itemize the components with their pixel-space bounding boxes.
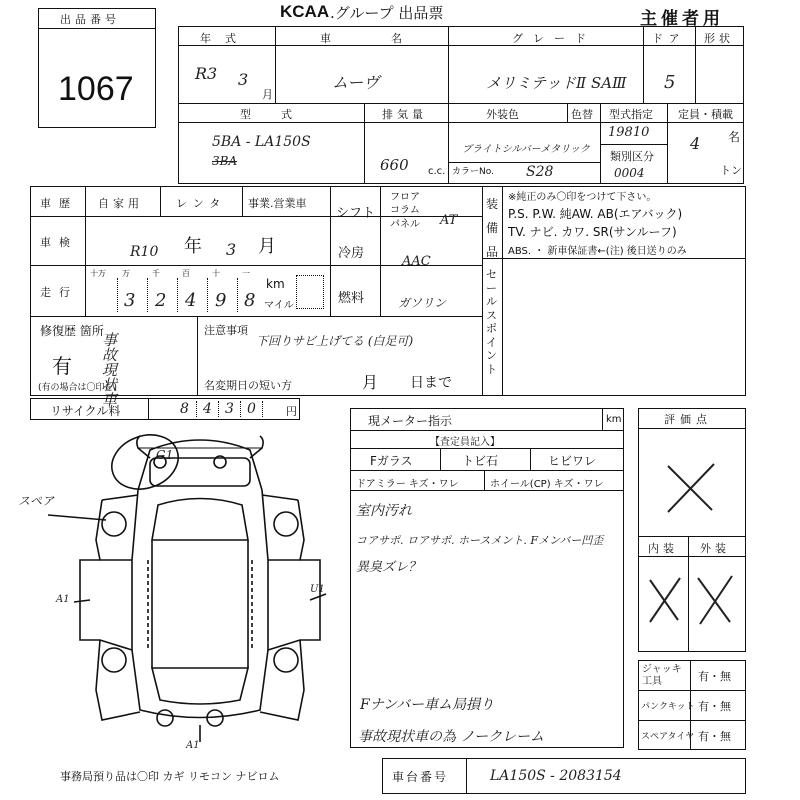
km-unit[interactable]: km [266, 277, 285, 291]
grade-value: メリミテッドⅡ SAⅢ [486, 74, 627, 92]
class-value: 0004 [614, 166, 645, 180]
equipment-line-3[interactable]: ABS. ・ 新車保証書←(注) 後日送りのみ [508, 246, 687, 257]
sales-point-label: セールスポイント [486, 268, 497, 376]
digit-unit: 十万 [90, 269, 106, 278]
digit-unit: 千 [152, 269, 160, 278]
fuel-value: ガソリン [398, 296, 447, 310]
repair-handwriting: 事故現状車 [100, 332, 118, 407]
mileage-label: 走行 [40, 286, 78, 299]
office-note: 事務局預り品は〇印 カギ リモコン ナビロム [60, 770, 280, 783]
brand-logo: KCAA [280, 2, 330, 21]
wheel-label[interactable]: ホイール(CP) キズ・ワレ [490, 479, 604, 490]
shift-label: シフト [336, 206, 376, 221]
car-name-value: ムーヴ [332, 73, 380, 92]
year-value: R3 [195, 64, 218, 83]
digit-unit: 十 [212, 269, 220, 278]
recycle-unit: 円 [286, 405, 297, 418]
equipment-line-2[interactable]: TV. ナビ. カワ. SR(サンルーフ) [508, 225, 677, 239]
recycle-label: リサイクル料 [50, 404, 121, 418]
spare-label: スペア [18, 494, 55, 508]
digit-unit: 万 [122, 269, 130, 278]
capacity-value: 4 [690, 134, 701, 153]
capacity-unit: 名 [728, 130, 741, 144]
month-value: 3 [238, 70, 249, 89]
shift-value: AT [440, 213, 458, 228]
equipment-label: 装備品 [486, 197, 499, 259]
class-label: 類別区分 [610, 150, 654, 163]
jack-option[interactable]: 有・無 [698, 670, 731, 683]
equipment-note: ※純正のみ〇印をつけて下さい。 [508, 192, 657, 203]
color-no-value: S28 [526, 164, 554, 180]
exterior-label: 外装 [700, 542, 730, 555]
inspection-label: 車検 [40, 236, 78, 249]
chip-label[interactable]: トビ石 [462, 454, 499, 468]
puncture-label: パンクキット [641, 702, 695, 712]
recycle-digit: 8 [180, 401, 189, 417]
mark-a1-bottom: A1 [186, 740, 200, 751]
color-no-label: カラーNo. [452, 167, 494, 177]
digit-unit: 一 [242, 269, 250, 278]
spare-tire-option[interactable]: 有・無 [698, 730, 731, 743]
history-business[interactable]: 事業.営業車 [248, 197, 307, 210]
mileage-digit: 4 [185, 290, 197, 311]
year-label: 年式 [200, 32, 250, 45]
deadline-day: 日まで [410, 375, 452, 391]
type-spec-label: 型式指定 [609, 108, 653, 121]
inspector-note-5: 事故現状車の為 ノークレーム [358, 729, 545, 745]
mark-g1: G1 [156, 448, 174, 462]
glass-label[interactable]: Fガラス [370, 454, 413, 468]
mileage-digit: 2 [155, 290, 167, 311]
mileage-extra-box [296, 275, 324, 309]
rating-box [638, 408, 746, 652]
repair-label: 修復歴 箇所 [40, 324, 104, 338]
shift-panel[interactable]: パネル [390, 219, 420, 230]
shift-column[interactable]: コラム [390, 205, 420, 216]
notes-label: 注意事項 [204, 324, 248, 337]
deadline-month: 月 [362, 373, 379, 392]
meter-unit: km [606, 414, 622, 425]
grade-label: グレード [512, 32, 596, 45]
mileage-digit: 3 [124, 290, 136, 311]
load-unit: トン [720, 164, 742, 177]
displacement-value: 660 [380, 156, 409, 174]
capacity-label: 定員・積載 [678, 108, 733, 121]
crack-label[interactable]: ヒビワレ [548, 454, 597, 468]
month-unit: 月 [262, 88, 273, 101]
doors-value: 5 [664, 72, 676, 93]
inspector-note-3: 異臭ズレ？ [356, 560, 422, 575]
color-label: 外装色 [486, 108, 519, 121]
history-rental[interactable]: レンタ [176, 197, 227, 210]
model-value: 5BA - LA150S [212, 134, 311, 150]
ac-label: 冷房 [338, 246, 365, 261]
basic-info-table [178, 26, 744, 184]
mark-u1: U1 [310, 584, 325, 595]
recycle-digit: 3 [225, 401, 234, 417]
inspection-year-unit: 年 [184, 236, 202, 257]
mark-a1-left: A1 [56, 594, 70, 605]
rating-label: 評価点 [664, 413, 712, 426]
deadline-label: 名変期日の短い方 [204, 379, 292, 392]
inspector-note-4: Fナンバー車ム局損り [360, 697, 495, 713]
color-value: ブライトシルバーメタリック [462, 144, 590, 155]
mile-unit[interactable]: マイル [264, 300, 294, 311]
model-strike: 3BA [212, 154, 238, 168]
inspection-month-unit: 月 [258, 236, 276, 257]
interior-label: 内装 [648, 542, 678, 555]
puncture-option[interactable]: 有・無 [698, 700, 731, 713]
displacement-label: 排気量 [382, 108, 427, 121]
inspection-era: R10 [130, 244, 159, 260]
shift-floor[interactable]: フロア [390, 192, 420, 203]
lot-number: 1067 [58, 70, 134, 108]
inspector-note-1: 室内汚れ [356, 503, 412, 519]
fuel-label: 燃料 [338, 291, 365, 306]
recycle-digit: 4 [203, 401, 212, 417]
recycle-digit: 0 [247, 401, 256, 417]
inspector-label: 【査定員記入】 [430, 437, 500, 448]
doors-label: ドア [652, 32, 686, 45]
equipment-line-1[interactable]: P.S. P.W. 純AW. AB(エアバック) [508, 207, 683, 221]
mileage-digit: 8 [244, 290, 256, 311]
type-spec-value: 19810 [608, 125, 650, 140]
shape-label: 形状 [704, 32, 734, 45]
notes-value: 下回りサビ上げてる (白足可) [256, 334, 414, 348]
inspection-month: 3 [226, 240, 237, 259]
repair-value: 有 [52, 354, 72, 378]
ac-value: AAC [402, 254, 431, 269]
model-label: 型式 [240, 108, 322, 121]
history-label: 車歴 [40, 197, 78, 210]
mirror-label[interactable]: ドアミラー キズ・ワレ [356, 479, 459, 490]
organizer-label: 主催者用 [640, 9, 724, 29]
displacement-unit: c.c. [428, 166, 446, 177]
jack-label: ジャッキ工具 [642, 664, 682, 687]
repair-note: (有の場合は〇印を) [38, 383, 118, 393]
inspector-note-2: コアサポ. ロアサポ. ホースメント. Fメンバー凹歪 [356, 534, 604, 547]
digit-unit: 百 [182, 269, 190, 278]
chassis-label: 車台番号 [392, 770, 449, 784]
lot-number-label: 出品番号 [60, 13, 120, 26]
chassis-value: LA150S - 2083154 [490, 768, 622, 784]
meter-label: 現メーター指示 [368, 414, 453, 428]
car-name-label: 車名 [320, 32, 462, 45]
spare-tire-label: スペアタイヤ [641, 732, 695, 742]
color-change-label: 色替 [571, 108, 593, 121]
form-title: .グループ 出品票 [330, 4, 444, 22]
history-private[interactable]: 自家用 [98, 197, 143, 210]
mileage-digit: 9 [215, 290, 227, 311]
